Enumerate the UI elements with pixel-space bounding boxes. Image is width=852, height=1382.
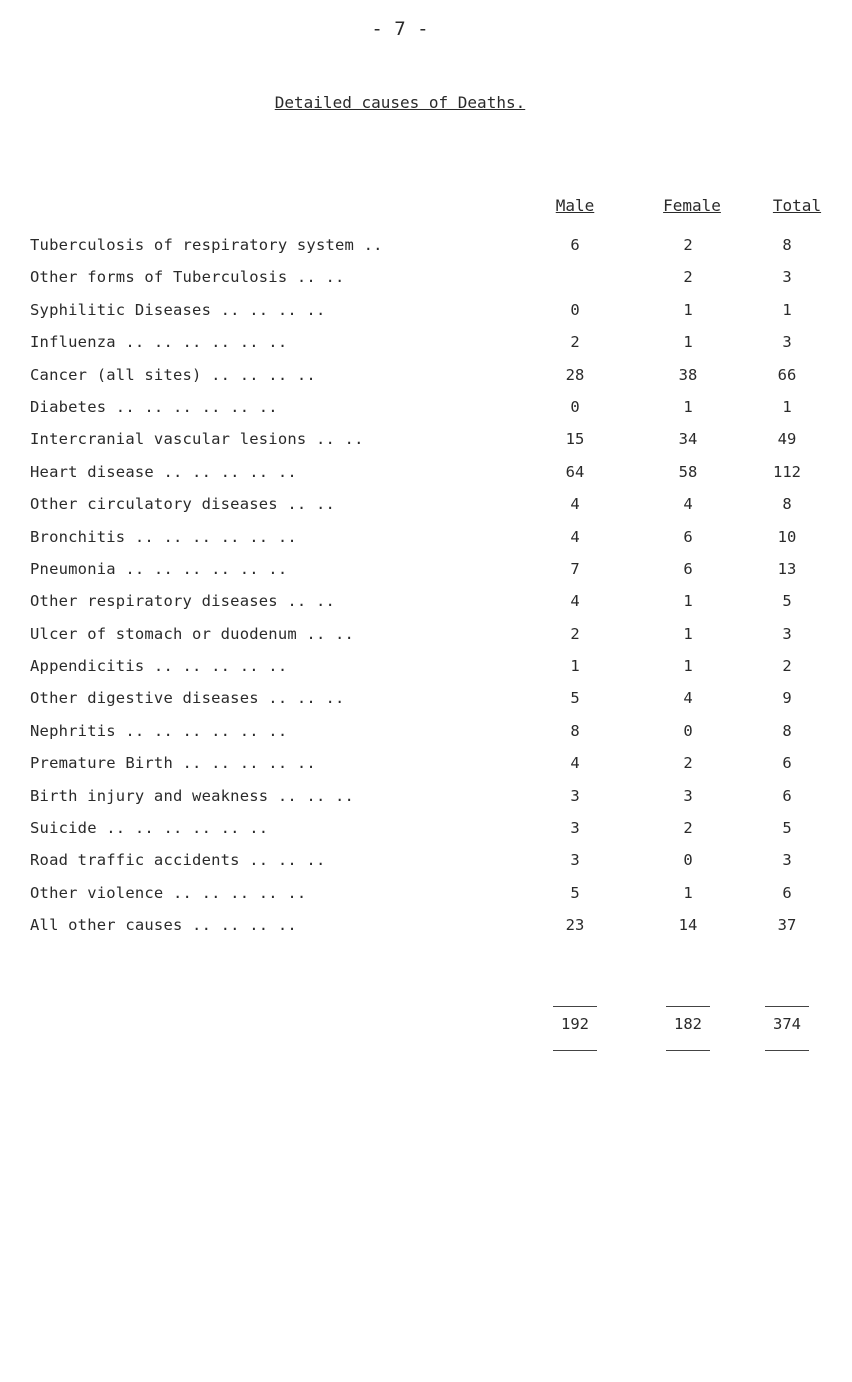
table-row bbox=[0, 819, 800, 851]
male-count: 2 bbox=[570, 624, 580, 643]
female-count: 1 bbox=[683, 592, 693, 611]
total-count: 1 bbox=[782, 397, 792, 416]
table-row bbox=[0, 592, 800, 624]
table-row bbox=[0, 495, 800, 527]
total-count: 37 bbox=[777, 916, 797, 935]
cause-label: Premature Birth .. .. .. .. .. bbox=[30, 754, 316, 773]
total-count: 6 bbox=[782, 883, 792, 902]
table-row bbox=[0, 754, 800, 786]
cause-label: Other digestive diseases .. .. .. bbox=[30, 689, 345, 708]
total-female: 182 bbox=[674, 1015, 702, 1033]
female-count: 2 bbox=[683, 236, 693, 254]
totals-rule-male bbox=[553, 1006, 597, 1007]
cause-label: Ulcer of stomach or duodenum .. .. bbox=[30, 624, 355, 643]
table-row bbox=[0, 722, 800, 754]
female-count: 1 bbox=[683, 333, 693, 352]
total-count: 1 bbox=[782, 300, 792, 319]
cause-label: Diabetes .. .. .. .. .. .. bbox=[30, 397, 278, 416]
male-count: 5 bbox=[570, 883, 580, 902]
bottom-rule-female bbox=[666, 1050, 710, 1051]
female-count: 58 bbox=[678, 462, 698, 481]
totals-row bbox=[0, 1015, 800, 1047]
table-row bbox=[0, 301, 800, 333]
male-count: 3 bbox=[570, 819, 580, 838]
female-count: 2 bbox=[683, 754, 693, 773]
cause-label: Road traffic accidents .. .. .. bbox=[30, 851, 326, 870]
female-count: 1 bbox=[683, 883, 693, 902]
cause-label: Other respiratory diseases .. .. bbox=[30, 592, 336, 611]
female-count: 0 bbox=[683, 721, 693, 740]
total-count: 8 bbox=[782, 236, 792, 254]
total-count: 5 bbox=[782, 819, 792, 838]
table-row bbox=[0, 398, 800, 430]
male-count: 64 bbox=[565, 462, 585, 481]
total-count: 3 bbox=[782, 851, 792, 870]
cause-label: Intercranial vascular lesions .. .. bbox=[30, 430, 364, 449]
male-count: 8 bbox=[570, 721, 580, 740]
female-count: 38 bbox=[678, 365, 698, 384]
cause-label: Heart disease .. .. .. .. .. bbox=[30, 462, 297, 481]
table-row bbox=[0, 787, 800, 819]
male-count: 28 bbox=[565, 365, 585, 384]
male-count: 4 bbox=[570, 495, 580, 514]
table-row bbox=[0, 333, 800, 365]
table-row bbox=[0, 268, 800, 300]
column-header-female: Female bbox=[663, 196, 721, 215]
bottom-rule-total bbox=[765, 1050, 809, 1051]
total-count: 8 bbox=[782, 721, 792, 740]
total-count: 6 bbox=[782, 786, 792, 805]
table-row bbox=[0, 366, 800, 398]
totals-rule-total bbox=[765, 1006, 809, 1007]
table-row bbox=[0, 430, 800, 462]
total-count: 3 bbox=[782, 333, 792, 352]
female-count: 1 bbox=[683, 624, 693, 643]
cause-label: Cancer (all sites) .. .. .. .. bbox=[30, 365, 316, 384]
total-count: 2 bbox=[782, 657, 792, 676]
female-count: 6 bbox=[683, 527, 693, 546]
bottom-rule-male bbox=[553, 1050, 597, 1051]
female-count: 0 bbox=[683, 851, 693, 870]
male-count: 4 bbox=[570, 527, 580, 546]
male-count: 0 bbox=[570, 300, 580, 319]
total-count: 8 bbox=[782, 495, 792, 514]
table-row bbox=[0, 851, 800, 883]
page-title: Detailed causes of Deaths. bbox=[274, 93, 526, 112]
total-count: 13 bbox=[777, 559, 797, 578]
total-all: 374 bbox=[773, 1015, 801, 1033]
cause-label: Syphilitic Diseases .. .. .. .. bbox=[30, 300, 326, 319]
female-count: 2 bbox=[683, 268, 693, 287]
male-count: 5 bbox=[570, 689, 580, 708]
female-count: 3 bbox=[683, 786, 693, 805]
cause-label: Other forms of Tuberculosis .. .. bbox=[30, 268, 345, 287]
male-count: 2 bbox=[570, 333, 580, 352]
table-row bbox=[0, 916, 800, 948]
totals-rule-female bbox=[666, 1006, 710, 1007]
column-header-total: Total bbox=[772, 196, 822, 215]
cause-label: Suicide .. .. .. .. .. .. bbox=[30, 819, 269, 838]
cause-label: All other causes .. .. .. .. bbox=[30, 916, 297, 935]
table-row bbox=[0, 560, 800, 592]
cause-label: Pneumonia .. .. .. .. .. .. bbox=[30, 559, 288, 578]
cause-label: Other circulatory diseases .. .. bbox=[30, 495, 336, 514]
total-male: 192 bbox=[561, 1015, 589, 1033]
total-count: 5 bbox=[782, 592, 792, 611]
cause-label: Influenza .. .. .. .. .. .. bbox=[30, 333, 288, 352]
male-count: 3 bbox=[570, 786, 580, 805]
cause-label: Nephritis .. .. .. .. .. .. bbox=[30, 721, 288, 740]
total-count: 112 bbox=[773, 462, 801, 481]
female-count: 2 bbox=[683, 819, 693, 838]
male-count: 7 bbox=[570, 559, 580, 578]
male-count: 6 bbox=[570, 236, 580, 254]
table-row bbox=[0, 528, 800, 560]
male-count: 3 bbox=[570, 851, 580, 870]
column-header-male: Male bbox=[555, 196, 595, 215]
female-count: 34 bbox=[678, 430, 698, 449]
total-count: 3 bbox=[782, 624, 792, 643]
female-count: 6 bbox=[683, 559, 693, 578]
female-count: 4 bbox=[683, 689, 693, 708]
total-count: 66 bbox=[777, 365, 797, 384]
cause-label: Other violence .. .. .. .. .. bbox=[30, 883, 307, 902]
male-count: 15 bbox=[565, 430, 585, 449]
female-count: 4 bbox=[683, 495, 693, 514]
female-count: 1 bbox=[683, 300, 693, 319]
total-count: 6 bbox=[782, 754, 792, 773]
cause-label: Bronchitis .. .. .. .. .. .. bbox=[30, 527, 297, 546]
female-count: 1 bbox=[683, 657, 693, 676]
male-count: 4 bbox=[570, 754, 580, 773]
cause-label: Appendicitis .. .. .. .. .. bbox=[30, 657, 288, 676]
cause-label: Tuberculosis of respiratory system .. bbox=[30, 236, 383, 254]
table-row bbox=[0, 884, 800, 916]
total-count: 10 bbox=[777, 527, 797, 546]
deaths-table bbox=[0, 236, 800, 949]
male-count: 1 bbox=[570, 657, 580, 676]
male-count: 0 bbox=[570, 397, 580, 416]
table-row bbox=[0, 625, 800, 657]
page-number: - 7 - bbox=[371, 18, 429, 40]
female-count: 1 bbox=[683, 397, 693, 416]
total-count: 3 bbox=[782, 268, 792, 287]
table-row bbox=[0, 657, 800, 689]
table-row bbox=[0, 689, 800, 721]
total-count: 9 bbox=[782, 689, 792, 708]
female-count: 14 bbox=[678, 916, 698, 935]
total-count: 49 bbox=[777, 430, 797, 449]
male-count: 23 bbox=[565, 916, 585, 935]
table-row bbox=[0, 463, 800, 495]
male-count: 4 bbox=[570, 592, 580, 611]
cause-label: Birth injury and weakness .. .. .. bbox=[30, 786, 355, 805]
table-row bbox=[0, 236, 800, 268]
